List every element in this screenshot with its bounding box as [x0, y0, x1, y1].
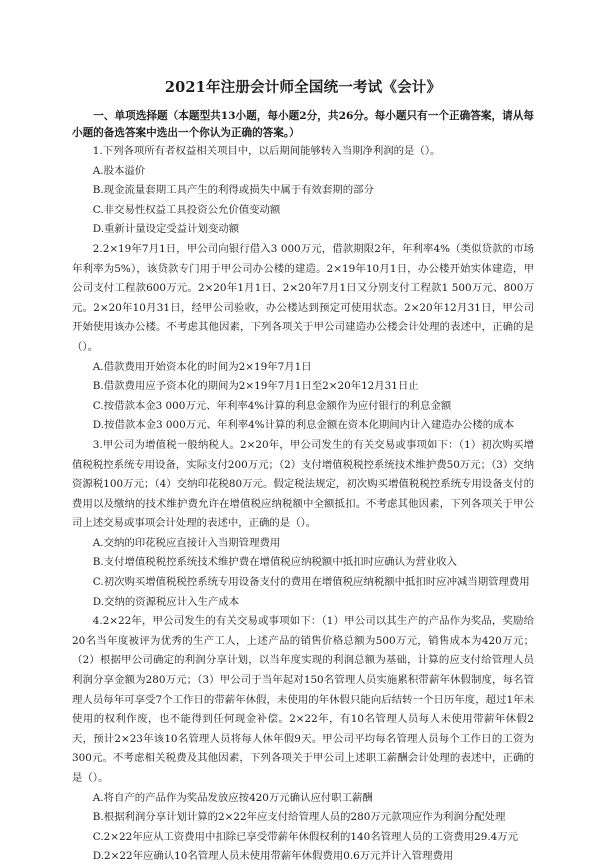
page-title: 2021年注册会计师全国统一考试《会计》 [164, 79, 442, 96]
question-1-stem: 1.下列各项所有者权益相关项目中，以后期间能够转入当期净利润的是（）。 [92, 145, 441, 157]
question-3-option-d: D.交纳的资源税应计入生产成本 [92, 595, 240, 608]
question-2-stem: 2.2×19年7月1日，甲公司向银行借入3 000万元，借款期限2年，年利率4%（类似贷款的市场年利率为5%），该贷款专门用于甲公司办公楼的建造。2×19年10月1日，办公楼开始实体建造，甲公司支付工程款600万元。2×20年1月1日、2×20年7月1日又分别支付工程款1 500万元、800万元。2×20年10月31日，经甲公司验收，办公楼达到预定可使用状态。2×20年12月31日，甲公司开始使用该办公楼。不考虑其他因素，下列各项关于甲公司建造办公楼会计处理的表述中，正确的是（）。 [72, 242, 534, 353]
question-4-option-b: B.根据利润分享计划计算的2×22年应支付给管理人员的280万元款项应作为利润分配处理 [92, 811, 506, 824]
question-4-stem: 4.2×22年，甲公司发生的有关交易或事项如下：（1）甲公司以其生产的产品作为奖品，奖励给20名当年度被评为优秀的生产工人，上述产品的销售价格总额为500万元，销售成本为420万元；（2）根据甲公司确定的利润分享计划，以当年度实现的利润总额为基础，计算的应支付给管理人员利润分享金额为280万元；（3）甲公司于当年起对150名管理人员实施累积带薪年休假制度，每名管理人员每年可享受7个工作日的带薪年休假，未使用的年休假只能向后结转一个日历年度，超过1年未使用的权利作废，也不能得到任何现金补偿。2×22年，有10名管理人员每人未使用带薪年休假2天，预计2×23年该10名管理人员将每人休年假9天。甲公司平均每名管理人员每个工作日的工资为300元。不考虑相关税费及其他因素，下列各项关于甲公司上述职工薪酬会计处理的表述中，正确的是（）。 [72, 615, 534, 784]
question-3-stem: 3.甲公司为增值税一般纳税人。2×20年，甲公司发生的有关交易或事项如下：（1）初次购买增值税税控系统专用设备，实际支付200万元；（2）支付增值税税控系统技术维护费50万元；（3）交纳资源税100万元；（4）交纳印花税80万元。假定税法规定，初次购买增值税税控系统专用设备支付的费用以及缴纳的技术维护费允许在增值税应纳税额中全额抵扣。不考虑其他因素，下列各项关于甲公司上述交易或事项会计处理的表述中，正确的是（）。 [72, 438, 534, 530]
question-2-option-c: C.按借款本金3 000万元、年利率4%计算的利息金额作为应付银行的利息金额 [92, 399, 452, 412]
question-2-option-a: A.借款费用开始资本化的时间为2×19年7月1日 [92, 360, 312, 373]
question-4-option-a: A.将自产的产品作为奖品发放应按420万元确认应付职工薪酬 [92, 791, 373, 804]
question-1-option-d: D.重新计量设定受益计划变动额 [92, 223, 240, 236]
question-2-option-d: D.按借款本金3 000万元、年利率4%计算的利息金额在资本化期间内计入建造办公楼的成本 [92, 419, 514, 432]
question-1-option-b: B.现金流量套期工具产生的利得或损失中属于有效套期的部分 [92, 184, 374, 197]
question-2-option-b: B.借款费用应予资本化的期间为2×19年7月1日至2×20年12月31日止 [92, 380, 419, 393]
question-4-option-d: D.2×22年应确认10名管理人员未使用带薪年休假费用0.6万元并计入管理费用 [92, 850, 454, 863]
question-3-option-c: C.初次购买增值税税控系统专用设备支付的费用在增值税应纳税额中抵扣时应冲减当期管理费用 [92, 576, 530, 589]
question-3-option-b: B.支付增值税税控系统技术维护费在增值税应纳税额中抵扣时应确认为营业收入 [92, 556, 458, 569]
section-heading: 一、单项选择题（本题型共13小题，每小题2分，共26分。每小题只有一个正确答案，请从每小题的备选答案中选出一个你认为正确的答案。） [72, 110, 534, 139]
question-4-option-c: C.2×22年应从工资费用中扣除已享受带薪年休假权利的140名管理人员的工资费用29.4万元 [92, 830, 519, 843]
question-1-option-a: A.股本溢价 [92, 164, 146, 177]
question-1-option-c: C.非交易性权益工具投资公允价值变动额 [92, 203, 281, 216]
question-3-option-a: A.交纳的印花税应直接计入当期管理费用 [92, 536, 281, 549]
